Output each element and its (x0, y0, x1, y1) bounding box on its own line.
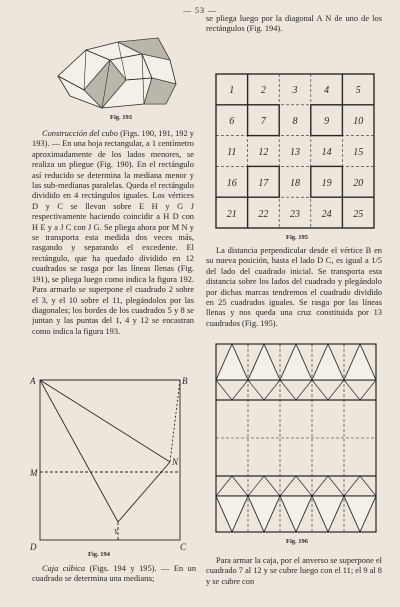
grid-cell-19: 19 (321, 178, 332, 189)
paragraph-perpendicular-distance: La distancia perpendicular desde el vértice B en su nueva posición, hasta el lado D C, es igual a 1/5 del lado del cuadrado inicial. Se transporta esta distancia sobre los lados del cuadrado y plegándolo por dichas marcas tendremos el cuadrado dividido en 25 cuadrados iguales. Se rasga por las líneas llenas y nos queda una cruz constituida por 13 cuadrados (Fig. 195). (206, 246, 382, 328)
figure-194-caption: Fig. 194 (87, 551, 111, 558)
left-column-bottom-text (32, 564, 196, 585)
grid-cell-4: 4 (324, 85, 330, 96)
fig194-label-b: B (182, 376, 188, 386)
grid-cell-12: 12 (258, 147, 269, 158)
grid-cell-2: 2 (260, 85, 266, 96)
grid-cell-21: 21 (226, 209, 237, 220)
grid-cell-5: 5 (355, 85, 361, 96)
grid-cell-24: 24 (321, 209, 332, 220)
grid-cell-11: 11 (227, 147, 237, 158)
heading-cubic-box: Caja cúbica (42, 564, 86, 573)
right-column-middle-text (206, 246, 382, 329)
paragraph-cubic-box (32, 564, 196, 585)
grid-cell-15: 15 (353, 147, 364, 158)
heading-cube-construction: Construcción del cubo (42, 129, 118, 138)
grid-cell-13: 13 (290, 147, 300, 158)
grid-cell-17: 17 (258, 178, 269, 189)
left-column-text (32, 129, 194, 337)
grid-cell-9: 9 (324, 116, 330, 127)
right-column-top-text (206, 14, 382, 35)
figure-193-caption: Fig. 193 (109, 114, 133, 121)
grid-cell-7: 7 (260, 116, 266, 127)
grid-cell-1: 1 (229, 85, 235, 96)
fig194-label-c: C (180, 542, 187, 552)
body-cube-construction: (Figs. 190, 191, 192 y 193). — En una hoja rectangular, a 1 centímetro aproximadamente de los lados menores, se realiza un pliegue (Fig. 190). En el rectángulo así reducido se determina la mediana menor y las sub-medianas paralelas. Queda el rectángulo dividido en 4 rectángulos iguales. Los vértices D y C se llevan sobre E H y G J respectivamente haciendo coincidir a H D con H E y a J C con J G. Se pliega ahora por M N y se transporta esta medida dos veces más, rasgando y separando el excedente. El rectángulo, que ha quedado dividido en 12 cuadrados se rasga por las líneas llenas (Fig. 191), se pliega luego como indica la figura 192. Para armarlo se superpone el cuadrado 2 sobre el 3, y el 10 sobre el 11, plegándolos por las diagonales; los bordes de los cuadrados 5 y 8 se juntan y las puntas del 1, 4 y 12 se encastran como indica la figura 193. (32, 129, 194, 336)
grid-cell-22: 22 (258, 209, 269, 220)
figure-194-folded-square (30, 372, 190, 552)
grid-cell-25: 25 (353, 209, 364, 220)
page-number: — 53 — (183, 6, 217, 15)
figure-193-cube-illustration (48, 34, 188, 114)
fig194-label-d: D (30, 542, 37, 552)
grid-cell-20: 20 (353, 178, 364, 189)
fig194-label-n: N (172, 457, 179, 467)
fig194-label-m: M (30, 468, 38, 478)
grid-cell-23: 23 (290, 209, 300, 220)
grid-cell-16: 16 (226, 178, 237, 189)
grid-cell-6: 6 (229, 116, 235, 127)
grid-cell-3: 3 (292, 85, 298, 96)
figure-196-caption: Fig. 196 (285, 538, 309, 545)
grid-cell-8: 8 (292, 116, 298, 127)
fig194-label-y: Y (114, 528, 118, 536)
figure-195-grid (214, 72, 378, 232)
grid-cell-14: 14 (321, 147, 332, 158)
fig194-label-a: A (30, 376, 36, 386)
grid-cell-18: 18 (290, 178, 300, 189)
paragraph-box-assembly: Para armar la caja, por el anverso se superpone el cuadrado 7 al 12 y se cubre luego con el 11; el 9 al 8 y se cubre con (206, 556, 382, 586)
grid-cell-10: 10 (353, 116, 364, 127)
body-cubic-box: (Figs. 194 y 195). — En un cuadrado se determina una mediana; (32, 564, 196, 584)
right-column-bottom-text (206, 556, 382, 587)
paragraph-cube-construction (32, 129, 194, 337)
figure-195-caption: Fig. 195 (285, 234, 309, 241)
figure-196-box-net (212, 340, 380, 536)
paragraph-diagonal-fold: se pliega luego por la diagonal A N de uno de los rectángulos (Fig. 194). (206, 14, 382, 34)
